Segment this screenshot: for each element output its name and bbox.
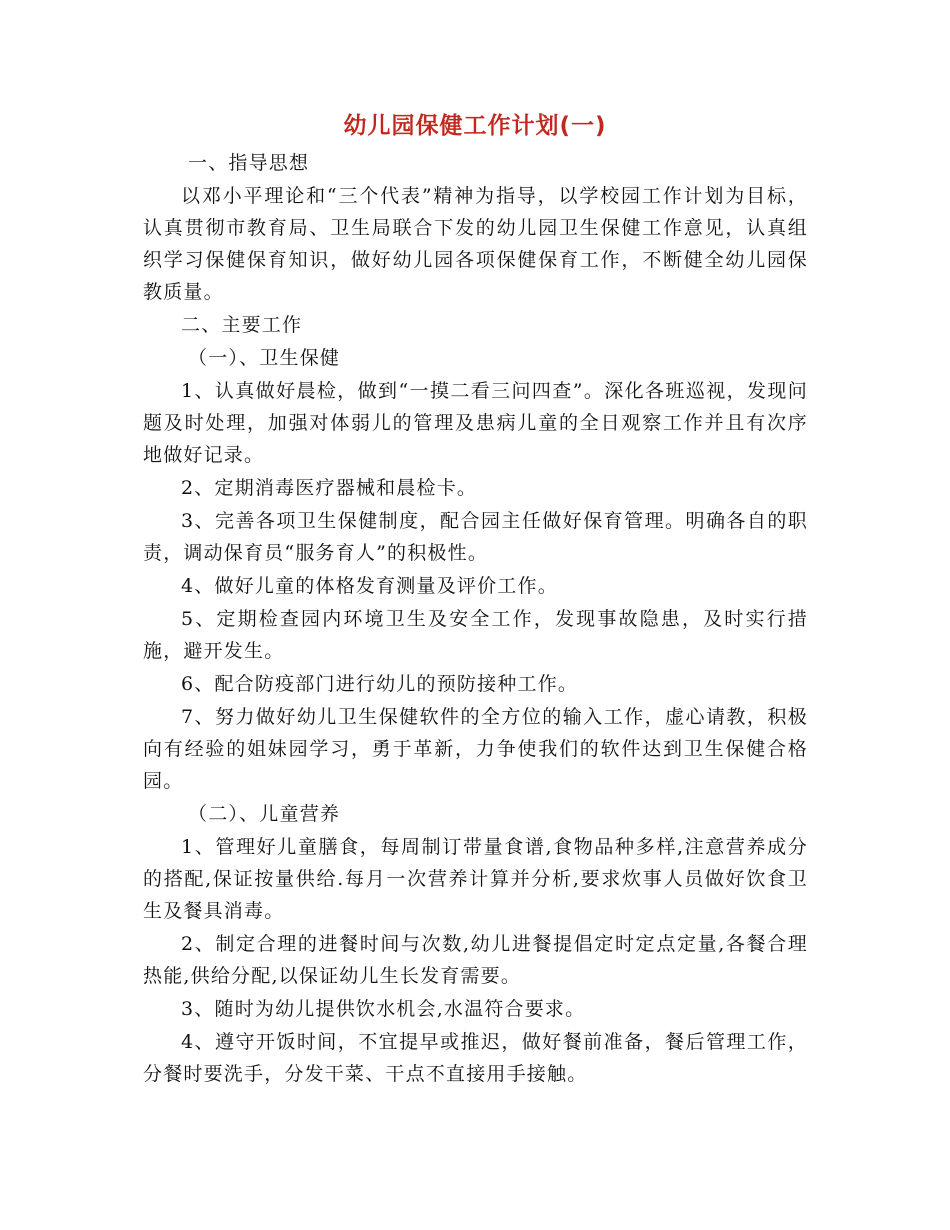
list-item: 7、努力做好幼儿卫生保健软件的全方位的输入工作，虚心请教，积极向有经验的姐妹园学习，勇于革新，力争使我们的软件达到卫生保健合格园。	[143, 706, 808, 792]
list-item: 4、遵守开饭时间，不宜提早或推迟，做好餐前准备，餐后管理工作，分餐时要洗手，分发干菜、干点不直接用手接触。	[143, 1031, 808, 1085]
subsection-heading-child-nutrition: （二）、儿童营养	[188, 803, 341, 825]
section-heading-guiding-ideology: 一、指导思想	[188, 152, 310, 174]
list-item: 1、管理好儿童膳食，每周制订带量食谱,食物品种多样,注意营养成分的搭配,保证按量供给.每月一次营养计算并分析,要求炊事人员做好饮食卫生及餐具消毒。	[143, 836, 808, 922]
list-item: 3、随时为幼儿提供饮水机会,水温符合要求。	[181, 998, 586, 1020]
list-item: 4、做好儿童的体格发育测量及评价工作。	[181, 575, 558, 597]
section-paragraph: 以邓小平理论和“三个代表”精神为指导，以学校园工作计划为目标，认真贯彻市教育局、卫生局联合下发的幼儿园卫生保健工作意见，认真组织学习保健保育知识，做好幼儿园各项保健保育工作，不断健全幼儿园保教质量。	[143, 185, 808, 303]
list-item: 2、制定合理的进餐时间与次数,幼儿进餐提倡定时定点定量,各餐合理热能,供给分配,以保证幼儿生长发育需要。	[143, 933, 808, 987]
list-item: 5、定期检查园内环境卫生及安全工作，发现事故隐患，及时实行措施，避开发生。	[143, 608, 808, 662]
section-heading-main-work: 二、主要工作	[181, 314, 303, 336]
list-item: 6、配合防疫部门进行幼儿的预防接种工作。	[181, 673, 579, 695]
list-item: 3、完善各项卫生保健制度，配合园主任做好保育管理。明确各自的职责，调动保育员“服务育人”的积极性。	[143, 510, 808, 564]
list-item: 1、认真做好晨检，做到“一摸二看三问四查”。深化各班巡视，发现问题及时处理，加强对体弱儿的管理及患病儿童的全日观察工作并且有次序地做好记录。	[143, 380, 808, 466]
document-body	[143, 147, 808, 1091]
subsection-heading-health-care: （一）、卫生保健	[188, 347, 341, 369]
document-title: 幼儿园保健工作计划(一)	[343, 113, 607, 139]
list-item: 2、定期消毒医疗器械和晨检卡。	[181, 477, 478, 499]
